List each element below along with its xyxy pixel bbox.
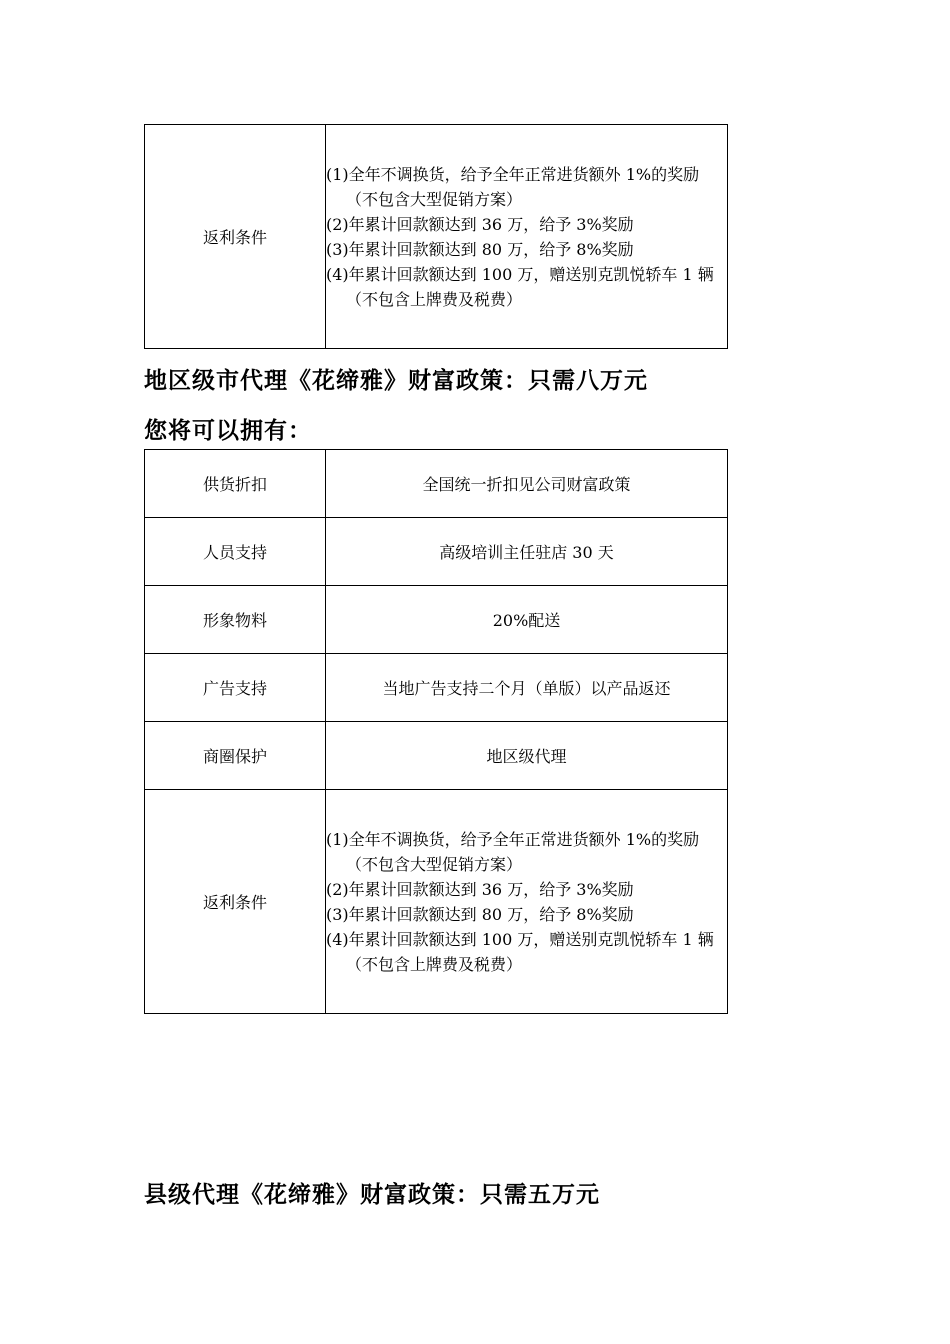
condition-item: (1)全年不调换货，给予全年正常进货额外 1%的奖励（不包含大型促销方案） bbox=[326, 164, 700, 209]
row-label: 返利条件 bbox=[145, 790, 326, 1014]
condition-item: (4)年累计回款额达到 100 万，赠送别克凯悦轿车 1 辆（不包含上牌费及税费） bbox=[326, 264, 714, 309]
table-row bbox=[145, 722, 728, 790]
condition-item: (2)年累计回款额达到 36 万，给予 3%奖励 bbox=[326, 879, 634, 899]
row-value: 全国统一折扣见公司财富政策 bbox=[326, 450, 728, 518]
rebate-conditions bbox=[326, 790, 728, 1014]
row-label: 形象物料 bbox=[145, 586, 326, 654]
section-heading-city: 地区级市代理《花缔雅》财富政策：只需八万元 bbox=[144, 367, 648, 394]
rebate-table-prev bbox=[144, 124, 728, 349]
section-subheading: 您将可以拥有： bbox=[144, 417, 312, 444]
row-label: 供货折扣 bbox=[145, 450, 326, 518]
condition-item: (3)年累计回款额达到 80 万，给予 8%奖励 bbox=[326, 239, 634, 259]
section-heading-county: 县级代理《花缔雅》财富政策：只需五万元 bbox=[144, 1181, 600, 1208]
row-label: 人员支持 bbox=[145, 518, 326, 586]
table-row bbox=[145, 518, 728, 586]
table-row bbox=[145, 450, 728, 518]
table-row bbox=[145, 654, 728, 722]
city-policy-table bbox=[144, 449, 728, 1014]
row-label: 商圈保护 bbox=[145, 722, 326, 790]
rebate-conditions bbox=[326, 125, 728, 349]
table-row bbox=[145, 790, 728, 1014]
table-row bbox=[145, 125, 728, 349]
row-value: 地区级代理 bbox=[326, 722, 728, 790]
row-label: 返利条件 bbox=[145, 125, 326, 349]
condition-item: (1)全年不调换货，给予全年正常进货额外 1%的奖励（不包含大型促销方案） bbox=[326, 829, 700, 874]
row-value: 高级培训主任驻店 30 天 bbox=[326, 518, 728, 586]
condition-item: (2)年累计回款额达到 36 万，给予 3%奖励 bbox=[326, 214, 634, 234]
row-value: 20%配送 bbox=[326, 586, 728, 654]
condition-item: (4)年累计回款额达到 100 万，赠送别克凯悦轿车 1 辆（不包含上牌费及税费） bbox=[326, 929, 714, 974]
row-label: 广告支持 bbox=[145, 654, 326, 722]
row-value: 当地广告支持二个月（单版）以产品返还 bbox=[326, 654, 728, 722]
condition-item: (3)年累计回款额达到 80 万，给予 8%奖励 bbox=[326, 904, 634, 924]
table-row bbox=[145, 586, 728, 654]
